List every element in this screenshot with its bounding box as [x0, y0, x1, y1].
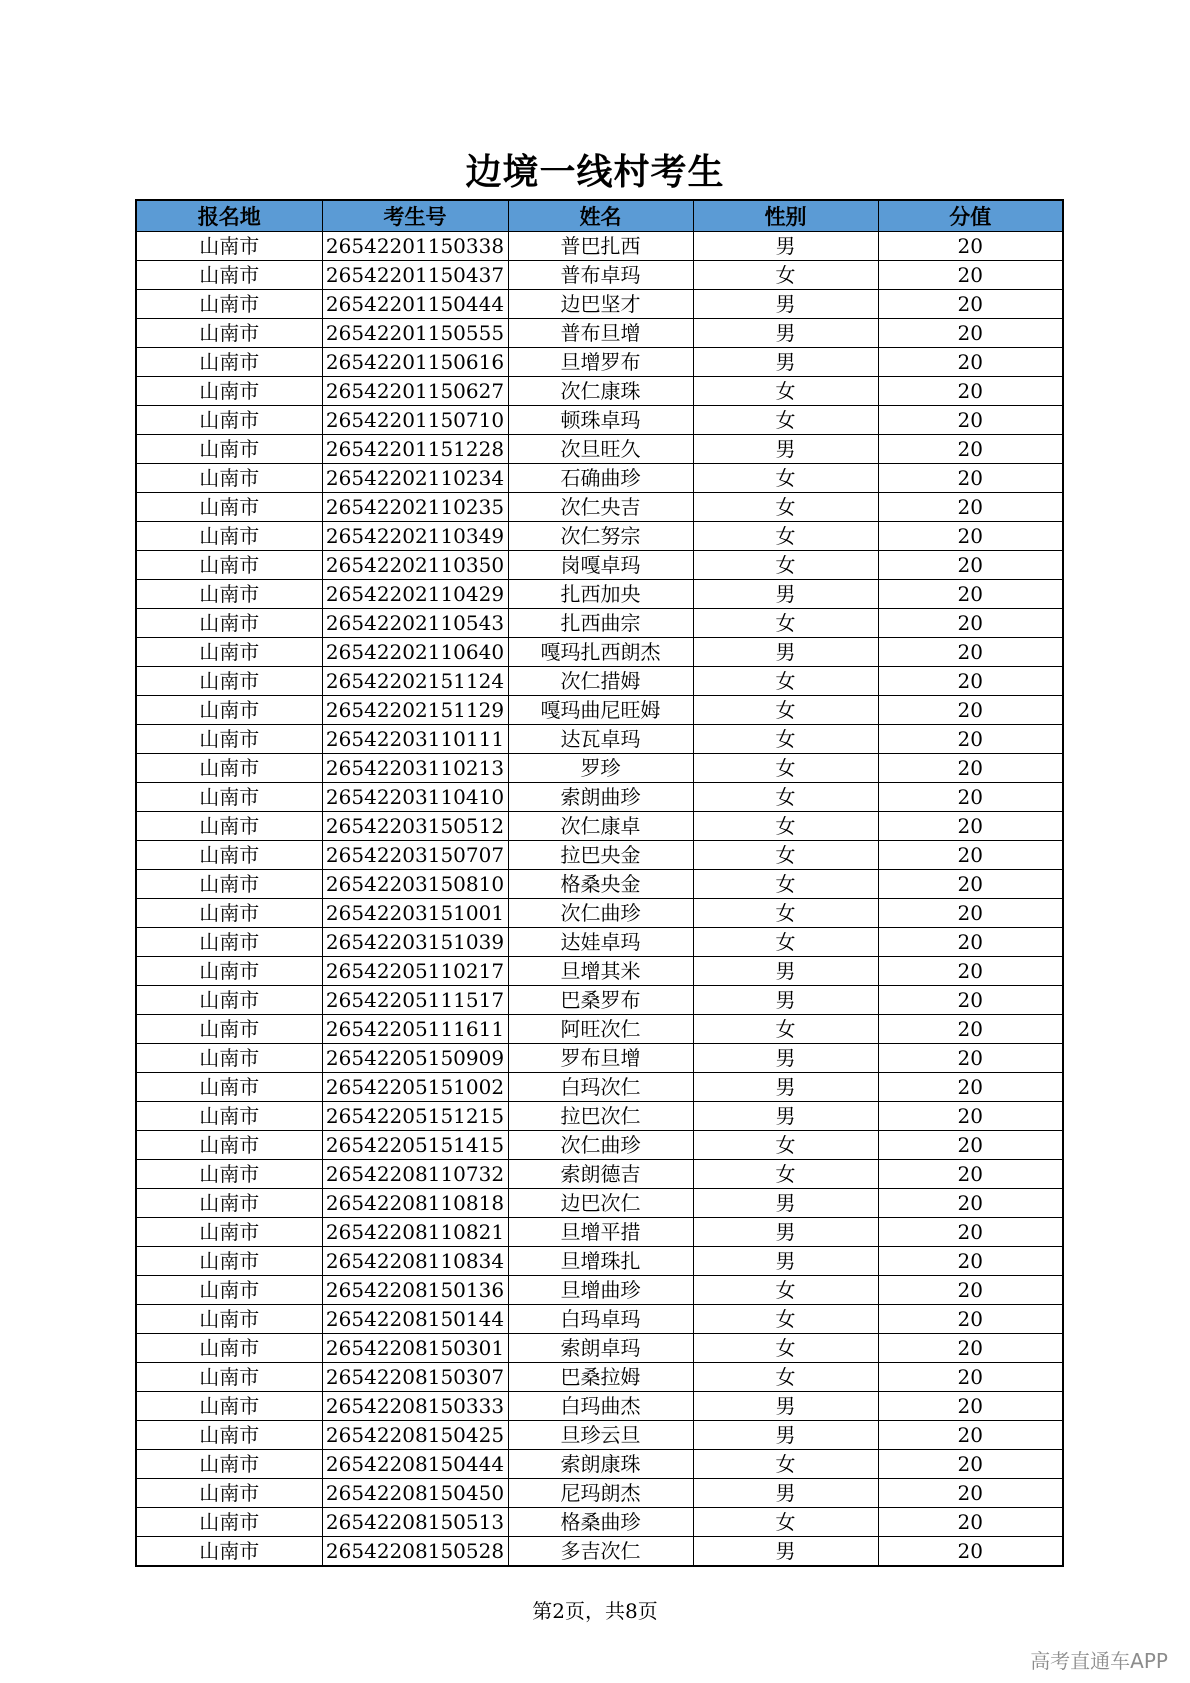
cell-score: 20	[878, 493, 1063, 522]
cell-registration-place: 山南市	[136, 812, 322, 841]
cell-score: 20	[878, 1044, 1063, 1073]
cell-gender: 女	[693, 261, 878, 290]
cell-gender: 男	[693, 1392, 878, 1421]
header-registration-place: 报名地	[136, 200, 322, 232]
cell-score: 20	[878, 1073, 1063, 1102]
cell-score: 20	[878, 261, 1063, 290]
cell-score: 20	[878, 870, 1063, 899]
cell-registration-place: 山南市	[136, 1015, 322, 1044]
cell-name: 拉巴央金	[508, 841, 693, 870]
cell-gender: 女	[693, 667, 878, 696]
cell-candidate-number: 26542205111517	[322, 986, 508, 1015]
table-row	[136, 609, 1063, 638]
table-row	[136, 1537, 1063, 1567]
cell-gender: 女	[693, 1131, 878, 1160]
table-row	[136, 986, 1063, 1015]
cell-candidate-number: 26542202151124	[322, 667, 508, 696]
cell-score: 20	[878, 1189, 1063, 1218]
table-row	[136, 377, 1063, 406]
table-row	[136, 1334, 1063, 1363]
cell-score: 20	[878, 928, 1063, 957]
cell-registration-place: 山南市	[136, 580, 322, 609]
candidate-table	[135, 199, 1064, 1567]
cell-gender: 男	[693, 1189, 878, 1218]
cell-gender: 男	[693, 1073, 878, 1102]
cell-candidate-number: 26542201150627	[322, 377, 508, 406]
cell-score: 20	[878, 348, 1063, 377]
cell-score: 20	[878, 696, 1063, 725]
cell-registration-place: 山南市	[136, 1305, 322, 1334]
cell-registration-place: 山南市	[136, 1450, 322, 1479]
table-row	[136, 957, 1063, 986]
cell-registration-place: 山南市	[136, 435, 322, 464]
cell-candidate-number: 26542203110213	[322, 754, 508, 783]
cell-name: 扎西曲宗	[508, 609, 693, 638]
cell-registration-place: 山南市	[136, 1160, 322, 1189]
cell-score: 20	[878, 1015, 1063, 1044]
cell-candidate-number: 26542205151215	[322, 1102, 508, 1131]
cell-gender: 男	[693, 580, 878, 609]
cell-candidate-number: 26542202110349	[322, 522, 508, 551]
cell-registration-place: 山南市	[136, 1131, 322, 1160]
cell-name: 尼玛朗杰	[508, 1479, 693, 1508]
cell-candidate-number: 26542208110834	[322, 1247, 508, 1276]
cell-registration-place: 山南市	[136, 1218, 322, 1247]
cell-name: 索朗卓玛	[508, 1334, 693, 1363]
cell-registration-place: 山南市	[136, 928, 322, 957]
cell-score: 20	[878, 1218, 1063, 1247]
cell-score: 20	[878, 812, 1063, 841]
table-row	[136, 261, 1063, 290]
cell-gender: 女	[693, 1450, 878, 1479]
cell-score: 20	[878, 1508, 1063, 1537]
cell-score: 20	[878, 1334, 1063, 1363]
cell-score: 20	[878, 377, 1063, 406]
cell-registration-place: 山南市	[136, 232, 322, 261]
cell-candidate-number: 26542202110235	[322, 493, 508, 522]
table-row	[136, 783, 1063, 812]
cell-gender: 女	[693, 783, 878, 812]
cell-gender: 男	[693, 232, 878, 261]
cell-registration-place: 山南市	[136, 1044, 322, 1073]
cell-name: 旦增其米	[508, 957, 693, 986]
cell-candidate-number: 26542205111611	[322, 1015, 508, 1044]
cell-score: 20	[878, 1276, 1063, 1305]
cell-registration-place: 山南市	[136, 957, 322, 986]
cell-registration-place: 山南市	[136, 696, 322, 725]
cell-name: 索朗康珠	[508, 1450, 693, 1479]
cell-score: 20	[878, 1247, 1063, 1276]
cell-registration-place: 山南市	[136, 667, 322, 696]
cell-candidate-number: 26542201150338	[322, 232, 508, 261]
cell-gender: 男	[693, 638, 878, 667]
cell-candidate-number: 26542202110543	[322, 609, 508, 638]
cell-name: 索朗曲珍	[508, 783, 693, 812]
cell-gender: 男	[693, 1479, 878, 1508]
table-row	[136, 319, 1063, 348]
cell-name: 次仁央吉	[508, 493, 693, 522]
cell-registration-place: 山南市	[136, 1537, 322, 1567]
table-row	[136, 1305, 1063, 1334]
header-name: 姓名	[508, 200, 693, 232]
header-gender: 性别	[693, 200, 878, 232]
cell-registration-place: 山南市	[136, 261, 322, 290]
watermark-text: 高考直通车APP	[1030, 1649, 1168, 1673]
cell-registration-place: 山南市	[136, 609, 322, 638]
cell-name: 嘎玛扎西朗杰	[508, 638, 693, 667]
cell-candidate-number: 26542203151039	[322, 928, 508, 957]
cell-score: 20	[878, 638, 1063, 667]
table-row	[136, 1073, 1063, 1102]
cell-candidate-number: 26542205110217	[322, 957, 508, 986]
cell-score: 20	[878, 580, 1063, 609]
cell-name: 多吉次仁	[508, 1537, 693, 1567]
cell-gender: 男	[693, 348, 878, 377]
cell-registration-place: 山南市	[136, 1392, 322, 1421]
table-row	[136, 1131, 1063, 1160]
cell-score: 20	[878, 290, 1063, 319]
cell-name: 次旦旺久	[508, 435, 693, 464]
table-row	[136, 1392, 1063, 1421]
table-row	[136, 435, 1063, 464]
cell-gender: 女	[693, 899, 878, 928]
cell-gender: 男	[693, 1044, 878, 1073]
cell-candidate-number: 26542205151002	[322, 1073, 508, 1102]
cell-name: 普巴扎西	[508, 232, 693, 261]
cell-registration-place: 山南市	[136, 725, 322, 754]
cell-name: 次仁康卓	[508, 812, 693, 841]
table-row	[136, 1160, 1063, 1189]
cell-gender: 女	[693, 841, 878, 870]
cell-name: 白玛次仁	[508, 1073, 693, 1102]
table-row	[136, 1044, 1063, 1073]
cell-name: 石确曲珍	[508, 464, 693, 493]
cell-score: 20	[878, 464, 1063, 493]
cell-candidate-number: 26542208150144	[322, 1305, 508, 1334]
cell-name: 次仁曲珍	[508, 899, 693, 928]
table-row	[136, 1363, 1063, 1392]
cell-name: 次仁措姆	[508, 667, 693, 696]
cell-name: 巴桑罗布	[508, 986, 693, 1015]
cell-candidate-number: 26542201150437	[322, 261, 508, 290]
table-row	[136, 1102, 1063, 1131]
cell-score: 20	[878, 319, 1063, 348]
table-row	[136, 754, 1063, 783]
cell-score: 20	[878, 435, 1063, 464]
cell-name: 次仁曲珍	[508, 1131, 693, 1160]
cell-gender: 女	[693, 522, 878, 551]
cell-gender: 女	[693, 812, 878, 841]
cell-registration-place: 山南市	[136, 1102, 322, 1131]
cell-name: 巴桑拉姆	[508, 1363, 693, 1392]
cell-gender: 女	[693, 696, 878, 725]
cell-registration-place: 山南市	[136, 1363, 322, 1392]
cell-name: 普布卓玛	[508, 261, 693, 290]
cell-gender: 女	[693, 870, 878, 899]
table-row	[136, 841, 1063, 870]
table-row	[136, 1189, 1063, 1218]
cell-gender: 女	[693, 754, 878, 783]
table-row	[136, 1450, 1063, 1479]
cell-registration-place: 山南市	[136, 1247, 322, 1276]
cell-gender: 男	[693, 1421, 878, 1450]
table-row	[136, 725, 1063, 754]
cell-score: 20	[878, 899, 1063, 928]
cell-gender: 女	[693, 1363, 878, 1392]
table-row	[136, 406, 1063, 435]
table-row	[136, 1015, 1063, 1044]
cell-candidate-number: 26542202110640	[322, 638, 508, 667]
cell-name: 嘎玛曲尼旺姆	[508, 696, 693, 725]
table-row	[136, 1276, 1063, 1305]
cell-gender: 女	[693, 1305, 878, 1334]
cell-gender: 女	[693, 1160, 878, 1189]
cell-gender: 男	[693, 319, 878, 348]
cell-gender: 男	[693, 435, 878, 464]
cell-gender: 男	[693, 1247, 878, 1276]
cell-score: 20	[878, 1131, 1063, 1160]
cell-name: 白玛曲杰	[508, 1392, 693, 1421]
cell-score: 20	[878, 841, 1063, 870]
cell-registration-place: 山南市	[136, 1508, 322, 1537]
table-row	[136, 493, 1063, 522]
cell-score: 20	[878, 232, 1063, 261]
table-row	[136, 290, 1063, 319]
cell-name: 岗嘎卓玛	[508, 551, 693, 580]
table-header-row	[136, 200, 1063, 232]
cell-name: 阿旺次仁	[508, 1015, 693, 1044]
cell-candidate-number: 26542208110732	[322, 1160, 508, 1189]
cell-name: 次仁康珠	[508, 377, 693, 406]
cell-score: 20	[878, 667, 1063, 696]
cell-registration-place: 山南市	[136, 406, 322, 435]
cell-registration-place: 山南市	[136, 290, 322, 319]
cell-candidate-number: 26542201150444	[322, 290, 508, 319]
cell-registration-place: 山南市	[136, 1421, 322, 1450]
cell-registration-place: 山南市	[136, 348, 322, 377]
cell-score: 20	[878, 1305, 1063, 1334]
cell-name: 旦珍云旦	[508, 1421, 693, 1450]
cell-name: 罗珍	[508, 754, 693, 783]
cell-score: 20	[878, 1421, 1063, 1450]
cell-name: 旦增曲珍	[508, 1276, 693, 1305]
cell-registration-place: 山南市	[136, 522, 322, 551]
cell-candidate-number: 26542201150616	[322, 348, 508, 377]
cell-gender: 女	[693, 1276, 878, 1305]
cell-candidate-number: 26542203110410	[322, 783, 508, 812]
page-indicator: 第2页，共8页	[532, 1599, 658, 1623]
table-row	[136, 696, 1063, 725]
table-row	[136, 522, 1063, 551]
cell-name: 边巴坚才	[508, 290, 693, 319]
cell-candidate-number: 26542208150301	[322, 1334, 508, 1363]
cell-registration-place: 山南市	[136, 899, 322, 928]
cell-score: 20	[878, 725, 1063, 754]
cell-candidate-number: 26542208110818	[322, 1189, 508, 1218]
cell-gender: 女	[693, 406, 878, 435]
cell-name: 达瓦卓玛	[508, 725, 693, 754]
cell-name: 达娃卓玛	[508, 928, 693, 957]
cell-score: 20	[878, 1392, 1063, 1421]
cell-gender: 女	[693, 551, 878, 580]
cell-gender: 男	[693, 957, 878, 986]
cell-registration-place: 山南市	[136, 638, 322, 667]
cell-name: 普布旦增	[508, 319, 693, 348]
cell-score: 20	[878, 551, 1063, 580]
cell-gender: 女	[693, 609, 878, 638]
table-row	[136, 899, 1063, 928]
cell-gender: 女	[693, 377, 878, 406]
cell-name: 边巴次仁	[508, 1189, 693, 1218]
cell-candidate-number: 26542201150710	[322, 406, 508, 435]
cell-gender: 女	[693, 464, 878, 493]
table-row	[136, 1508, 1063, 1537]
cell-candidate-number: 26542203150512	[322, 812, 508, 841]
cell-registration-place: 山南市	[136, 1073, 322, 1102]
cell-candidate-number: 26542208150513	[322, 1508, 508, 1537]
cell-score: 20	[878, 1363, 1063, 1392]
cell-candidate-number: 26542208150444	[322, 1450, 508, 1479]
table-body	[136, 232, 1063, 1567]
cell-score: 20	[878, 1479, 1063, 1508]
cell-candidate-number: 26542208150333	[322, 1392, 508, 1421]
table-row	[136, 1479, 1063, 1508]
cell-name: 顿珠卓玛	[508, 406, 693, 435]
table-row	[136, 1247, 1063, 1276]
cell-score: 20	[878, 957, 1063, 986]
cell-score: 20	[878, 986, 1063, 1015]
cell-candidate-number: 26542208150307	[322, 1363, 508, 1392]
cell-candidate-number: 26542208150425	[322, 1421, 508, 1450]
page-title: 边境一线村考生	[465, 152, 725, 193]
cell-candidate-number: 26542203151001	[322, 899, 508, 928]
cell-registration-place: 山南市	[136, 1276, 322, 1305]
cell-score: 20	[878, 1450, 1063, 1479]
cell-candidate-number: 26542208150136	[322, 1276, 508, 1305]
cell-name: 旦增珠扎	[508, 1247, 693, 1276]
cell-name: 扎西加央	[508, 580, 693, 609]
cell-candidate-number: 26542203150707	[322, 841, 508, 870]
cell-gender: 男	[693, 986, 878, 1015]
cell-registration-place: 山南市	[136, 1334, 322, 1363]
cell-score: 20	[878, 522, 1063, 551]
cell-name: 拉巴次仁	[508, 1102, 693, 1131]
cell-name: 索朗德吉	[508, 1160, 693, 1189]
cell-gender: 男	[693, 1537, 878, 1567]
cell-score: 20	[878, 754, 1063, 783]
cell-registration-place: 山南市	[136, 783, 322, 812]
table-row	[136, 1218, 1063, 1247]
cell-gender: 男	[693, 1218, 878, 1247]
cell-score: 20	[878, 1160, 1063, 1189]
cell-score: 20	[878, 609, 1063, 638]
header-score: 分值	[878, 200, 1063, 232]
header-candidate-number: 考生号	[322, 200, 508, 232]
cell-candidate-number: 26542202110350	[322, 551, 508, 580]
table-row	[136, 464, 1063, 493]
table-row	[136, 870, 1063, 899]
cell-gender: 女	[693, 493, 878, 522]
cell-registration-place: 山南市	[136, 377, 322, 406]
table-row	[136, 580, 1063, 609]
cell-candidate-number: 26542202110234	[322, 464, 508, 493]
cell-candidate-number: 26542201151228	[322, 435, 508, 464]
cell-registration-place: 山南市	[136, 551, 322, 580]
cell-registration-place: 山南市	[136, 319, 322, 348]
cell-registration-place: 山南市	[136, 841, 322, 870]
cell-gender: 女	[693, 1508, 878, 1537]
cell-registration-place: 山南市	[136, 493, 322, 522]
cell-name: 罗布旦增	[508, 1044, 693, 1073]
cell-candidate-number: 26542205150909	[322, 1044, 508, 1073]
cell-score: 20	[878, 1102, 1063, 1131]
cell-candidate-number: 26542208150528	[322, 1537, 508, 1567]
table-row	[136, 551, 1063, 580]
cell-score: 20	[878, 783, 1063, 812]
cell-candidate-number: 26542208110821	[322, 1218, 508, 1247]
table-row	[136, 232, 1063, 261]
table-row	[136, 1421, 1063, 1450]
cell-gender: 女	[693, 725, 878, 754]
cell-gender: 男	[693, 1102, 878, 1131]
cell-candidate-number: 26542202151129	[322, 696, 508, 725]
cell-registration-place: 山南市	[136, 464, 322, 493]
cell-registration-place: 山南市	[136, 1189, 322, 1218]
cell-gender: 女	[693, 928, 878, 957]
cell-name: 旦增罗布	[508, 348, 693, 377]
cell-registration-place: 山南市	[136, 1479, 322, 1508]
cell-score: 20	[878, 1537, 1063, 1567]
cell-name: 白玛卓玛	[508, 1305, 693, 1334]
cell-candidate-number: 26542201150555	[322, 319, 508, 348]
cell-candidate-number: 26542202110429	[322, 580, 508, 609]
cell-candidate-number: 26542203110111	[322, 725, 508, 754]
table-row	[136, 928, 1063, 957]
cell-gender: 女	[693, 1334, 878, 1363]
table-row	[136, 812, 1063, 841]
table-row	[136, 667, 1063, 696]
cell-name: 格桑曲珍	[508, 1508, 693, 1537]
cell-gender: 女	[693, 1015, 878, 1044]
cell-name: 格桑央金	[508, 870, 693, 899]
cell-candidate-number: 26542203150810	[322, 870, 508, 899]
cell-gender: 男	[693, 290, 878, 319]
cell-candidate-number: 26542208150450	[322, 1479, 508, 1508]
cell-registration-place: 山南市	[136, 754, 322, 783]
cell-score: 20	[878, 406, 1063, 435]
cell-name: 旦增平措	[508, 1218, 693, 1247]
table-row	[136, 638, 1063, 667]
table-row	[136, 348, 1063, 377]
cell-registration-place: 山南市	[136, 986, 322, 1015]
cell-name: 次仁努宗	[508, 522, 693, 551]
cell-registration-place: 山南市	[136, 870, 322, 899]
cell-candidate-number: 26542205151415	[322, 1131, 508, 1160]
